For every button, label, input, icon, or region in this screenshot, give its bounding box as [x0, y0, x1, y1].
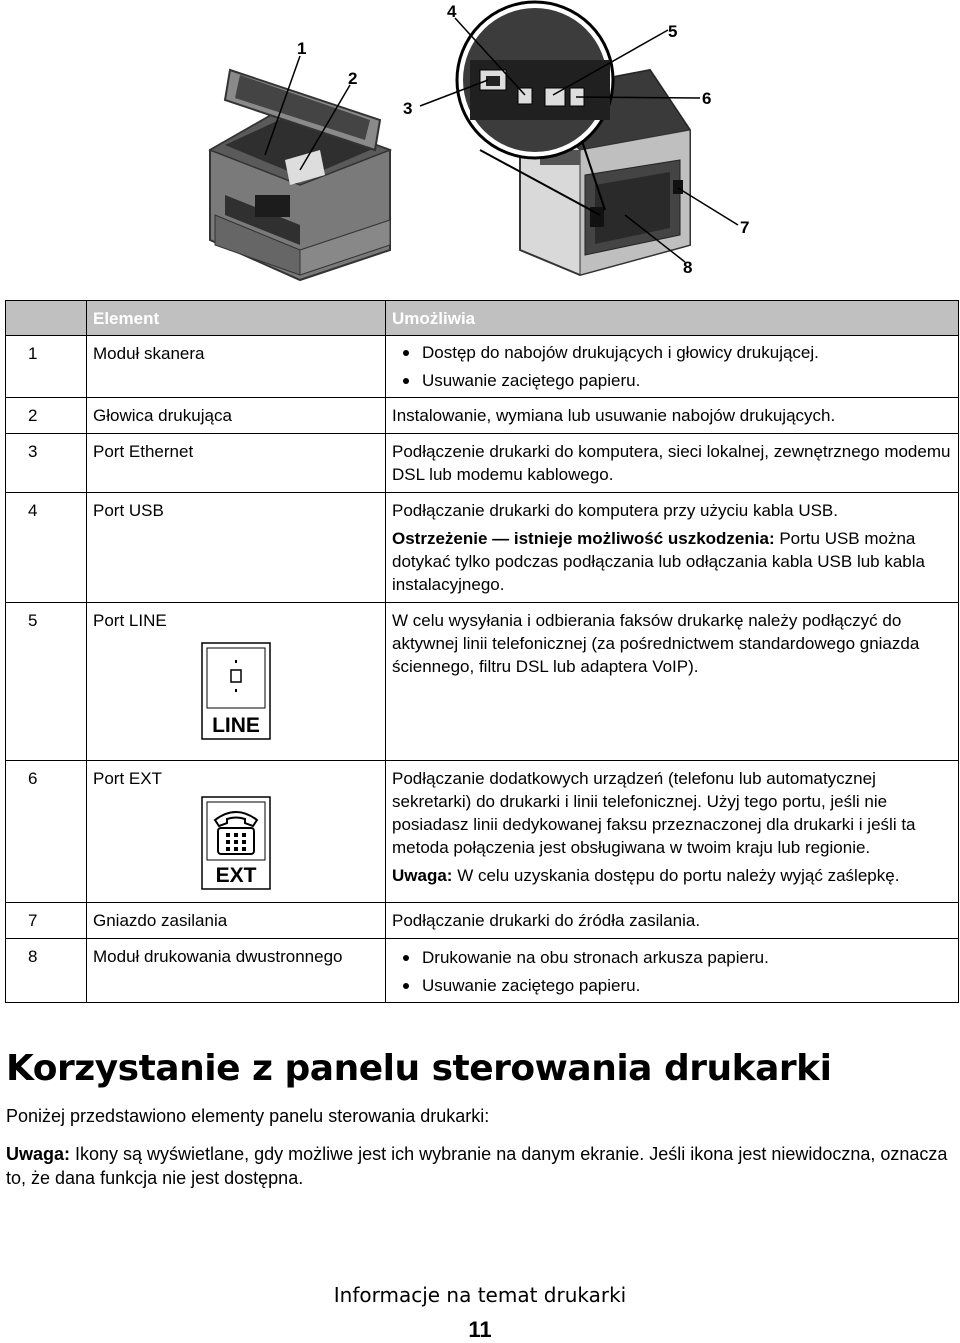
- table-row: [6, 603, 959, 761]
- row-number: 4: [6, 493, 87, 603]
- header-element: Element: [87, 301, 386, 336]
- row-number: 2: [6, 398, 87, 434]
- callout-5: 5: [668, 22, 678, 41]
- header-blank: [6, 301, 87, 336]
- row-description: [386, 761, 959, 903]
- page-number: 11: [468, 1317, 492, 1342]
- callout-8: 8: [683, 258, 693, 277]
- table-row: [6, 493, 959, 603]
- list-item: Usuwanie zaciętego papieru.: [392, 974, 952, 997]
- table-row: [6, 903, 959, 939]
- table-row: [6, 434, 959, 493]
- section-intro: Poniżej przedstawiono elementy panelu sterowania drukarki:: [6, 1106, 490, 1126]
- note-label: Uwaga:: [392, 866, 453, 885]
- note-text: W celu uzyskania dostępu do portu należy wyjąć zaślepkę.: [452, 866, 900, 885]
- callout-4: 4: [447, 2, 457, 21]
- row-element: [87, 761, 386, 903]
- callout-2: 2: [348, 69, 358, 88]
- footer-title: Informacje na temat drukarki: [333, 1283, 627, 1307]
- row-element: Gniazdo zasilania: [87, 903, 386, 939]
- table-header-row: [6, 301, 959, 336]
- table-row: [6, 336, 959, 398]
- callout-7: 7: [740, 218, 750, 237]
- row-element: Port Ethernet: [87, 434, 386, 493]
- header-function: Umożliwia: [386, 301, 959, 336]
- note-label: Uwaga:: [6, 1144, 71, 1164]
- printer-parts-table: [5, 300, 959, 1003]
- row-description: Instalowanie, wymiana lub usuwanie nabojów drukujących.: [386, 398, 959, 434]
- usb-warning: [392, 527, 952, 596]
- row-description: [386, 939, 959, 1003]
- usb-description: Podłączanie drukarki do komputera przy użyciu kabla USB.: [392, 501, 838, 520]
- warning-label: Ostrzeżenie — istnieje możliwość uszkodzenia:: [392, 529, 775, 548]
- row-number: 3: [6, 434, 87, 493]
- row-element: Moduł drukowania dwustronnego: [87, 939, 386, 1003]
- row-description: Podłączanie drukarki do źródła zasilania.: [386, 903, 959, 939]
- printer-front-view: [210, 70, 390, 280]
- line-port-icon: [201, 642, 271, 740]
- row-description: W celu wysyłania i odbierania faksów drukarkę należy podłączyć do aktywnej linii telefonicznej (za pośrednictwem standardowego gniazda ściennego, filtru DSL lub adaptera VoIP).: [386, 603, 959, 761]
- printer-illustration: [0, 0, 960, 285]
- callout-3: 3: [403, 99, 413, 118]
- table-row: [6, 939, 959, 1003]
- ext-note: [392, 864, 952, 887]
- row-description: [386, 493, 959, 603]
- callout-6: 6: [702, 89, 712, 108]
- list-item: Drukowanie na obu stronach arkusza papieru.: [392, 946, 952, 969]
- row-number: 8: [6, 939, 87, 1003]
- ext-description: Podłączanie dodatkowych urządzeń (telefonu lub automatycznej sekretarki) do drukarki i linii telefonicznej. Użyj tego portu, jeśli nie posiadasz linii dedykowanej faksu przeznaczonej dla drukarki i jeśli ta metoda połączenia jest obsługiwana w twoim kraju lub regionie.: [392, 769, 916, 857]
- row-number: 7: [6, 903, 87, 939]
- warning-text: Portu USB można dotykać tylko podczas podłączania lub odłączania kabla USB lub kabla instalacyjnego.: [392, 529, 925, 594]
- list-item: Usuwanie zaciętego papieru.: [392, 369, 952, 392]
- note-text: Ikony są wyświetlane, gdy możliwe jest ich wybranie na danym ekranie. Jeśli ikona jest niewidoczna, oznacza to, że dana funkcja nie jest dostępna.: [6, 1144, 948, 1188]
- row-element: Port USB: [87, 493, 386, 603]
- list-item: Dostęp do nabojów drukujących i głowicy drukującej.: [392, 341, 952, 364]
- ext-icon-label: EXT: [215, 864, 257, 887]
- row-number: 1: [6, 336, 87, 398]
- row-element: Moduł skanera: [87, 336, 386, 398]
- section-heading: Korzystanie z panelu sterowania drukarki: [6, 1048, 832, 1089]
- row-description: Podłączenie drukarki do komputera, sieci lokalnej, zewnętrznego modemu DSL lub modemu kablowego.: [386, 434, 959, 493]
- ext-port-icon: [201, 796, 271, 890]
- table-row: [6, 761, 959, 903]
- row-element: [87, 603, 386, 761]
- section-note: [6, 1142, 960, 1190]
- row-element-label: Port LINE: [93, 611, 167, 630]
- row-element-label: Port EXT: [93, 769, 162, 788]
- callout-1: 1: [297, 39, 307, 58]
- table-row: [6, 398, 959, 434]
- row-element: Głowica drukująca: [87, 398, 386, 434]
- row-description: [386, 336, 959, 398]
- line-icon-label: LINE: [212, 714, 260, 737]
- row-number: 5: [6, 603, 87, 761]
- row-number: 6: [6, 761, 87, 903]
